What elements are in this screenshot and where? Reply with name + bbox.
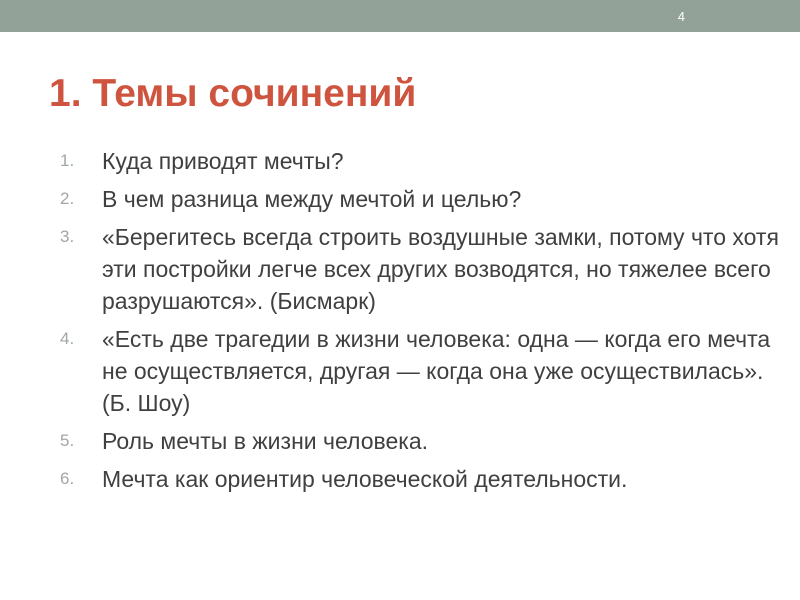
topic-text: «Берегитесь всегда строить воздушные замки, потому что хотя эти постройки легче всех других возводятся, но тяжелее всего разрушаются». (Бисмарк)	[102, 224, 779, 314]
topic-item-1	[60, 145, 780, 177]
topic-text: «Есть две трагедии в жизни человека: одна — когда его мечта не осуществляется, другая — когда она уже осуществилась». (Б. Шоу)	[102, 326, 771, 416]
topic-text: В чем разница между мечтой и целью?	[102, 186, 522, 212]
topic-text: Роль мечты в жизни человека.	[102, 428, 428, 454]
topic-number: 5.	[60, 431, 75, 450]
topic-number: 4.	[60, 329, 75, 348]
topic-item-5	[60, 425, 780, 457]
top-bar	[0, 0, 800, 32]
topic-item-2	[60, 183, 780, 215]
topic-number: 2.	[60, 189, 75, 208]
topic-number: 1.	[60, 151, 75, 170]
topic-text: Мечта как ориентир человеческой деятельности.	[102, 466, 628, 492]
topic-number: 6.	[60, 469, 75, 488]
topic-text: Куда приводят мечты?	[102, 148, 344, 174]
slide-number: 4	[677, 9, 685, 24]
topic-item-3	[60, 221, 780, 317]
topic-item-6	[60, 463, 780, 495]
topic-item-4	[60, 323, 780, 419]
slide-title: 1. Темы сочинений	[49, 72, 417, 115]
topic-number: 3.	[60, 227, 75, 246]
topic-list	[60, 145, 780, 501]
